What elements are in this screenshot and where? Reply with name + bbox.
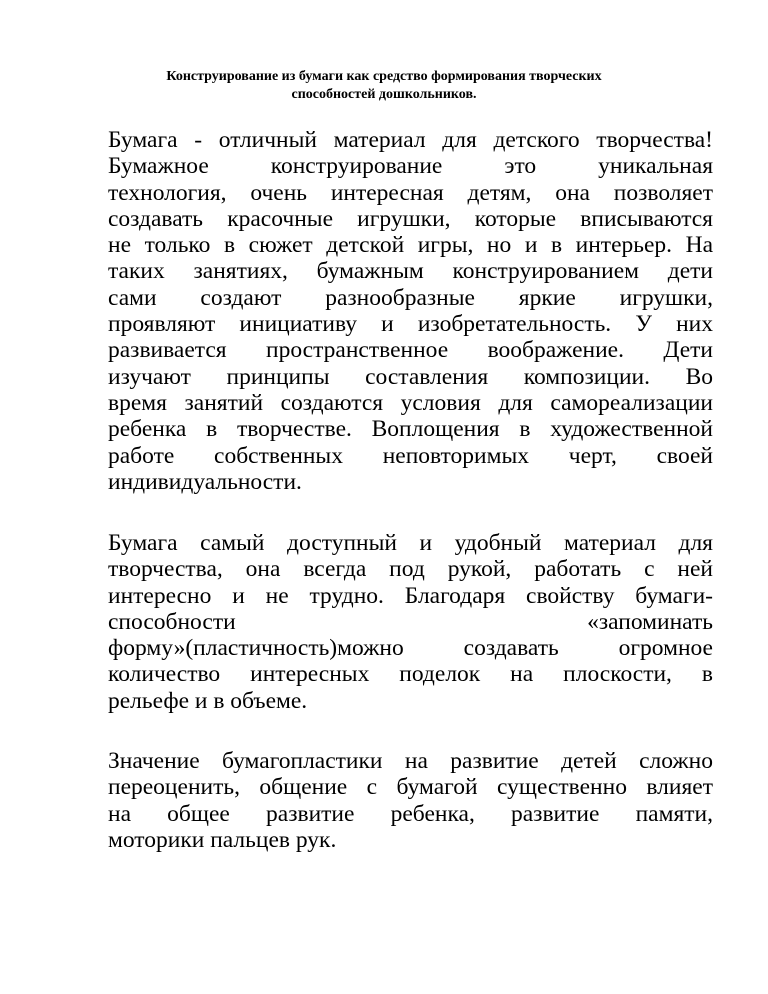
text-line: на общее развитие ребенка, развитие памяти, [108,800,713,827]
text-line: сами создают разнообразные яркие игрушки, [108,284,713,311]
text-line: развивается пространственное воображение. Дети [108,337,713,364]
paragraph-2 [108,530,713,714]
text-line: форму»(пластичность)можно создавать огромное [108,635,713,662]
text-line: интересно и не трудно. Благодаря свойству бумаги- [108,582,713,609]
text-line: время занятий создаются условия для самореализации [108,389,713,416]
paragraph-1 [108,127,713,495]
text-line: не только в сюжет детской игры, но и в интерьер. На [108,232,713,259]
text-line: Значение бумагопластики на развитие детей сложно [108,748,713,774]
text-line: работе собственных неповторимых черт, своей [108,442,713,469]
text-line: таких занятиях, бумажным конструированием дети [108,258,713,285]
title-line: Конструирование из бумаги как средство формирования творческих [166,69,602,84]
title-line: способностей дошкольников. [291,87,477,102]
text-line: моторики пальцев рук. [108,826,337,853]
text-line: Бумажное конструирование это уникальная [108,153,713,180]
text-line: ребенка в творчестве. Воплощения в художественной [108,416,713,443]
paragraph-3 [108,748,713,853]
text-line: проявляют инициативу и изобретательность. У них [108,311,713,338]
text-line: рельефе и в объеме. [108,687,308,714]
text-line: способности «запоминать [108,608,713,635]
text-line: Бумага самый доступный и удобный материал для [108,530,713,556]
text-line: изучают принципы составления композиции. Во [108,363,713,390]
text-line: количество интересных поделок на плоскости, в [108,661,713,688]
text-line: технология, очень интересная детям, она позволяет [108,179,713,206]
text-line: создавать красочные игрушки, которые вписываются [108,205,713,232]
document-title [100,68,668,104]
text-line: переоценить, общение с бумагой существенно влияет [108,774,713,801]
text-line: творчества, она всегда под рукой, работать с ней [108,556,713,583]
text-line: индивидуальности. [108,468,302,495]
text-line: Бумага - отличный материал для детского творчества! [108,127,713,153]
